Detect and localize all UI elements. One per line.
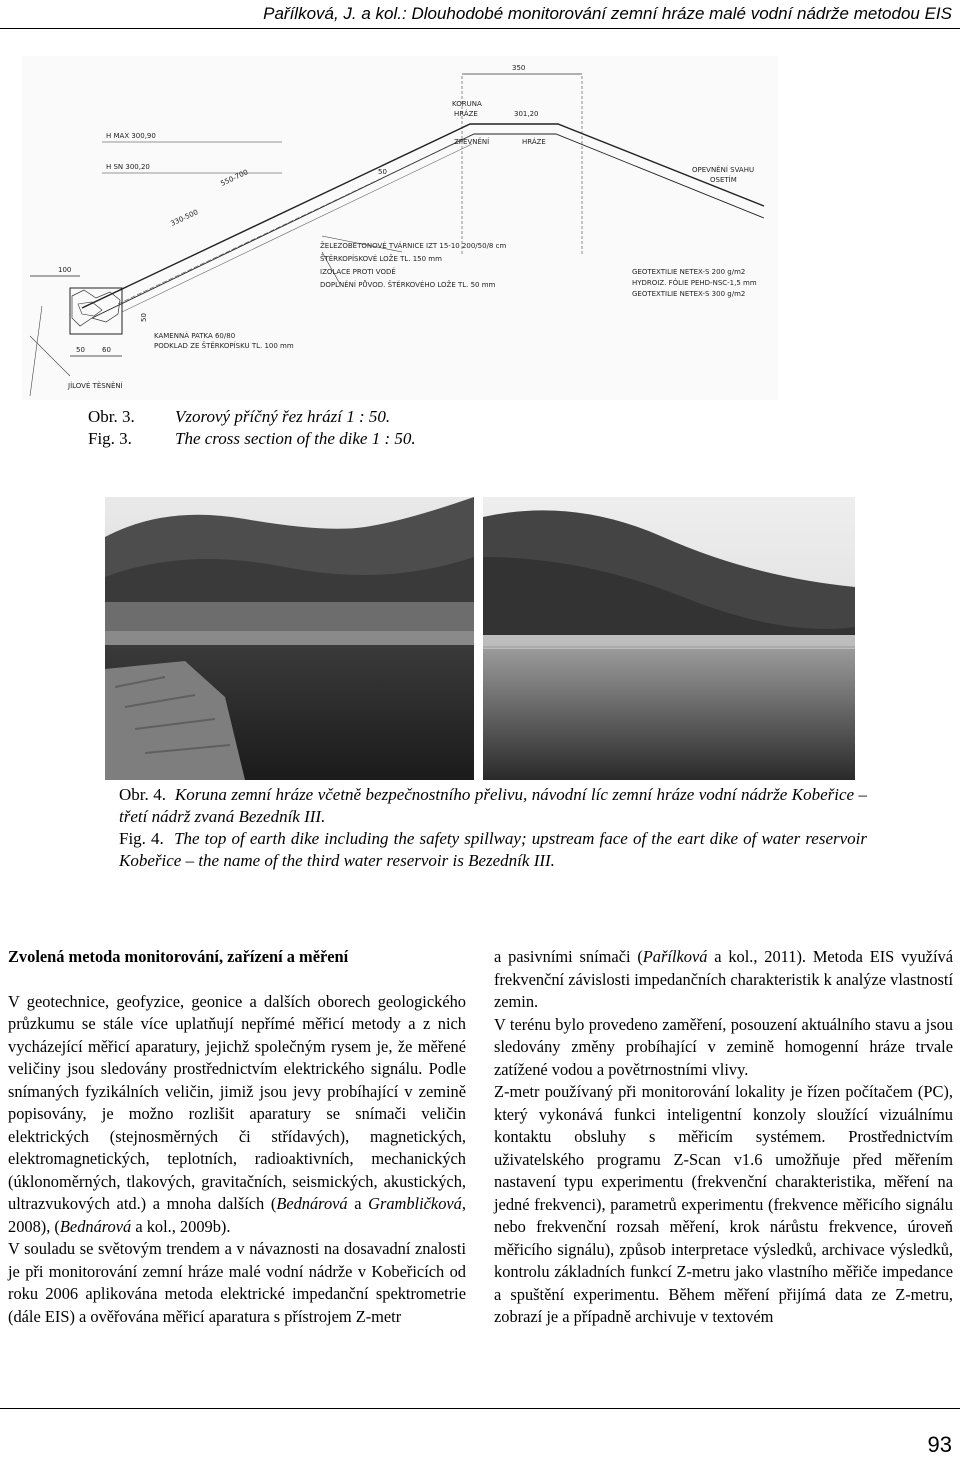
figure-3-caption-cz: Obr. 3. Vzorový příčný řez hrází 1 : 50. xyxy=(88,407,391,426)
figure-4-caption-cz: Obr. 4. Koruna zemní hráze včetně bezpečnostního přelivu, návodní líc zemní hráze vodní nádrže Kobeřice – třetí nádrž zvaná Bezedník III. xyxy=(119,785,868,826)
left-column xyxy=(8,946,466,1328)
right-paragraph-2: V terénu bylo provedeno zaměření, posouzení aktuálního stavu a jsou sledovány změny probíhající v zemině homogenní hráze trvale zatížené vodou a povětrnostními vlivy. xyxy=(494,1014,953,1079)
label-geo-2: HYDROIZ. FÓLIE PEHD-NSC-1,5 mm xyxy=(632,279,757,287)
label-oseti: OSETÍM xyxy=(710,176,737,184)
figure-4-photo-right xyxy=(483,497,855,780)
label-layer-3: IZOLACE PROTI VODĚ xyxy=(320,268,396,276)
label-geo-1: GEOTEXTILIE NETEX-S 200 g/m2 xyxy=(632,268,746,276)
left-paragraph-1: V geotechnice, geofyzice, geonice a dalších oborech geologického průzkumu se stále více uplatňují nepřímé měřicí metody a z nich vycházející měřicí aparatury, jejichž společným rysem je, že měřené veličiny jsou sledovány prostřednictvím elektrického signálu. Podle snímaných fyzikálních veličin, jimiž jsou jevy probíhající v zemině popisovány, je možno rozlišit aparatury se snímači veličin elektrických (stejnosměrných či střídavých), magnetických, elektromagnetických, teplotních, radioaktivních, mechanických (úklonoměrných, tlakových, gravitačních, seismických, akustických, ultrazvukových atd.) a mnoha dalších (Bednárová a Grambličková, 2008), (Bednárová a kol., 2009b). xyxy=(8,991,466,1236)
label-geo-3: GEOTEXTILIE NETEX-S 300 g/m2 xyxy=(632,290,746,298)
dim-550: 550-700 xyxy=(219,168,250,188)
label-hmax: H MAX 300,90 xyxy=(106,132,156,140)
label-layer-1: ŽELEZOBETONOVÉ TVÁRNICE IZT 15-10 200/50/8 cm xyxy=(320,242,507,250)
dim-330: 330-500 xyxy=(169,208,200,228)
label-patka-2: PODKLAD ZE ŠTĚRKOPÍSKU TL. 100 mm xyxy=(154,342,294,350)
label-crest-level: 301,20 xyxy=(514,110,539,118)
running-header: Pařílková, J. a kol.: Dlouhodobé monitorování zemní hráze malé vodní nádrže metodou EIS xyxy=(263,4,952,23)
section-title: Zvolená metoda monitorování, zařízení a měření xyxy=(8,947,349,966)
figure-3-caption-en: Fig. 3. The cross section of the dike 1 : 50. xyxy=(88,429,416,448)
figure-3-drawing xyxy=(22,56,778,400)
figure-4-caption-en: Fig. 4. The top of earth dike including the safety spillway; upstream face of the eart dike of water reservoir Kobeřice – the name of the third water reservoir is Bezedník III. xyxy=(119,829,868,870)
dim-60: 60 xyxy=(102,346,111,354)
dim-50b: 50 xyxy=(76,346,85,354)
label-layer-4: DOPLNĚNÍ PŮVOD. ŠTĚRKOVÉHO LOŽE TL. 50 mm xyxy=(320,281,496,289)
footer-rule xyxy=(0,1408,960,1409)
right-paragraph-1: a pasivními snímači (Pařílková a kol., 2011). Metoda EIS využívá frekvenční závislosti impedančních charakteristik k analýze vlastností zemin. xyxy=(494,947,953,1011)
figure-4-caption xyxy=(119,784,867,872)
label-hraze: HRÁZE xyxy=(454,110,478,118)
dim-width: 350 xyxy=(512,64,526,72)
label-zpevneni: ZPEVNĚNÍ xyxy=(454,138,490,146)
right-column xyxy=(494,946,953,1329)
label-opevneni: OPEVNĚNÍ SVAHU xyxy=(692,166,755,174)
header-rule xyxy=(0,28,960,29)
left-paragraph-2: V souladu se světovým trendem a v návaznosti na dosavadní znalosti je při monitorování zemní hráze malé vodní nádrže v Kobeřicích od roku 2006 aplikována metoda elektrické impedanční spektrometrie (dále EIS) a ověřována měřicí aparatura s přístrojem Z-metr xyxy=(8,1239,466,1326)
label-jilove: JÍLOVÉ TĚSNĚNÍ xyxy=(68,382,123,390)
label-layer-2: ŠTĚRKOPÍSKOVÉ LOŽE TL. 150 mm xyxy=(320,255,442,263)
dim-50: 50 xyxy=(378,168,387,176)
page-number: 93 xyxy=(927,1432,952,1457)
label-hsn: H SN 300,20 xyxy=(106,163,150,171)
dim-50c: 50 xyxy=(140,313,148,322)
label-koruna: KORUNA xyxy=(452,100,482,108)
label-patka-1: KAMENNÁ PATKA 60/80 xyxy=(154,332,236,340)
figure-4-photo-left xyxy=(105,497,474,780)
right-paragraph-3: Z-metr používaný při monitorování lokality je řízen počítačem (PC), který vykonává funkci inteligentní konzoly sloužící vizuálnímu kontaktu obsluhy s měřicím systémem. Prostřednictvím uživatelského programu Z-Scan v1.6 umožňuje před měřením nastavení typu experimentu (frekvenční charakteristika, měření na jedné frekvenci), parametrů experimentu (frekvence měřicího signálu nebo frekvenční rozsah měření, krok nárůstu frekvence, úroveň měřicího signálu), způsob interpretace výsledků, archivace výsledků, kontrolu základních funkcí Z-metru jako vlastního měřiče impedance a spuštění experimentu. Během měření přijímá data ze Z-metru, zobrazí je a případně archivuje v textovém xyxy=(494,1082,953,1326)
label-hraze-2: HRÁZE xyxy=(522,138,546,146)
dim-100: 100 xyxy=(58,266,72,274)
